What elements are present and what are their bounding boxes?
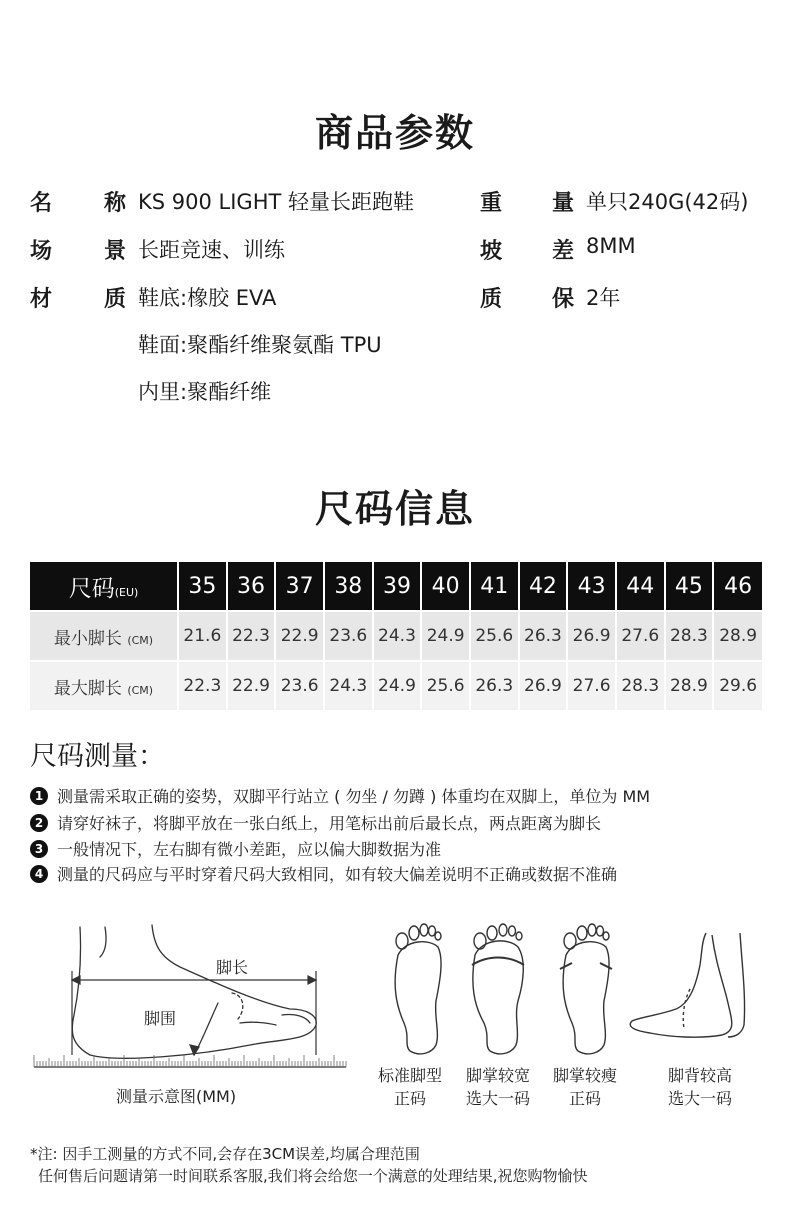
param-value: 单只240G(42码) [586,190,749,214]
foot-type-label: 脚背较高 [668,1066,733,1085]
note-line: *注: 因手工测量的方式不同,会存在3CM误差,均属合理范围 [30,1145,420,1163]
params-title: 商品参数 [314,111,475,155]
value-cell: 24.3 [324,662,373,710]
foot-type-label: 脚掌较瘦 [553,1066,618,1085]
tip-number: 1 [30,787,48,805]
param-key: 差 [552,239,575,264]
param-key: 称 [104,191,127,216]
tip-text: 请穿好袜子，将脚平放在一张白纸上，用笔标出前后最长点，两点距离为脚长 [57,814,602,833]
value-cell: 23.6 [275,662,324,710]
size-cell: 35 [178,562,227,610]
tip-number: 2 [30,814,48,832]
value-cell: 24.9 [421,612,470,660]
size-cell: 42 [519,562,568,610]
value-cell: 27.6 [616,612,665,660]
param-value: 2年 [586,286,621,310]
size-cell: 43 [567,562,616,610]
size-header-label: 尺码(EU) [30,562,178,610]
tip-number: 4 [30,865,48,883]
foot-type-label: 标准脚型 [378,1066,443,1085]
foot-type-label: 脚掌较宽 [466,1066,531,1085]
value-cell: 26.9 [567,612,616,660]
measure-tip [30,784,650,807]
value-cell: 21.6 [178,612,227,660]
param-key: 名 [30,191,53,216]
value-cell: 22.9 [227,662,276,710]
value-cell: 27.6 [567,662,616,710]
param-key: 质 [480,287,503,312]
size-header-row [30,562,762,610]
param-material-upper: 鞋面:聚酯纤维聚氨酯 TPU [138,333,382,357]
ruler-caption: 测量示意图(MM) [116,1087,237,1106]
param-key: 保 [552,287,575,312]
param-key: 坡 [480,239,503,264]
value-cell: 29.6 [713,662,762,710]
tip-number: 3 [30,840,48,858]
size-cell: 40 [421,562,470,610]
tip-text: 一般情况下，左右脚有微小差距，应以偏大脚数据为准 [57,840,442,859]
size-cell: 45 [665,562,714,610]
measure-tip [30,862,617,885]
value-cell: 28.9 [713,612,762,660]
measure-tip [30,837,441,860]
measure-tip [30,811,601,834]
foot-type-advice: 正码 [569,1089,602,1108]
param-key: 质 [104,287,127,312]
row-label: 最小脚长 (CM) [30,612,178,660]
value-cell: 22.3 [227,612,276,660]
narrow-foot-icon [560,924,612,1054]
param-key: 景 [104,239,127,264]
wide-foot-icon [472,924,524,1054]
size-table [30,562,762,710]
foot-length-arrow [72,971,316,1055]
size-cell: 39 [373,562,422,610]
param-value: 长距竞速、训练 [138,238,285,262]
value-cell: 22.3 [178,662,227,710]
value-cell: 25.6 [421,662,470,710]
note-line: 任何售后问题请第一时间联系客服,我们将会给您一个满意的处理结果,祝您购物愉快 [38,1167,588,1185]
foot-type-advice: 选大一码 [466,1089,531,1108]
foot-length-label: 脚长 [216,958,249,977]
foot-type-advice: 正码 [394,1089,427,1108]
size-title: 尺码信息 [314,487,475,531]
row-label: 最大脚长 (CM) [30,662,178,710]
size-cell: 46 [713,562,762,610]
param-value: 鞋底:橡胶 EVA [138,286,277,310]
param-key: 量 [552,191,575,216]
value-cell: 26.3 [470,662,519,710]
value-cell: 22.9 [275,612,324,660]
param-key: 材 [30,287,53,312]
value-cell: 24.3 [373,612,422,660]
ruler [34,1055,346,1067]
standard-foot-icon [395,924,441,1054]
value-cell: 28.3 [665,612,714,660]
size-cell: 44 [616,562,665,610]
measure-title: 尺码测量： [30,741,165,772]
param-value: 8MM [586,234,636,258]
value-cell: 26.3 [519,612,568,660]
value-cell: 24.9 [373,662,422,710]
value-cell: 28.9 [665,662,714,710]
value-cell: 23.6 [324,612,373,660]
param-key: 重 [480,191,503,216]
param-material-lining: 内里:聚酯纤维 [138,380,272,404]
tip-text: 测量的尺码应与平时穿着尺码大致相同，如有较大偏差说明不正确或数据不准确 [57,865,618,884]
value-cell: 25.6 [470,612,519,660]
foot-girth-label: 脚围 [144,1009,177,1028]
param-key: 场 [30,239,53,264]
tip-text: 测量需采取正确的姿势，双脚平行站立 ( 勿坐 / 勿蹲 ) 体重均在双脚上，单位为 MM [57,787,651,806]
foot-type-advice: 选大一码 [668,1089,733,1108]
table-row [30,662,762,710]
param-value: KS 900 LIGHT 轻量长距跑鞋 [138,190,414,214]
value-cell: 26.9 [519,662,568,710]
size-cell: 38 [324,562,373,610]
size-cell: 37 [275,562,324,610]
size-cell: 41 [470,562,519,610]
value-cell: 28.3 [616,662,665,710]
table-row [30,612,762,660]
high-instep-foot-icon [630,933,744,1037]
size-cell: 36 [227,562,276,610]
side-foot-illustration [72,925,316,1058]
